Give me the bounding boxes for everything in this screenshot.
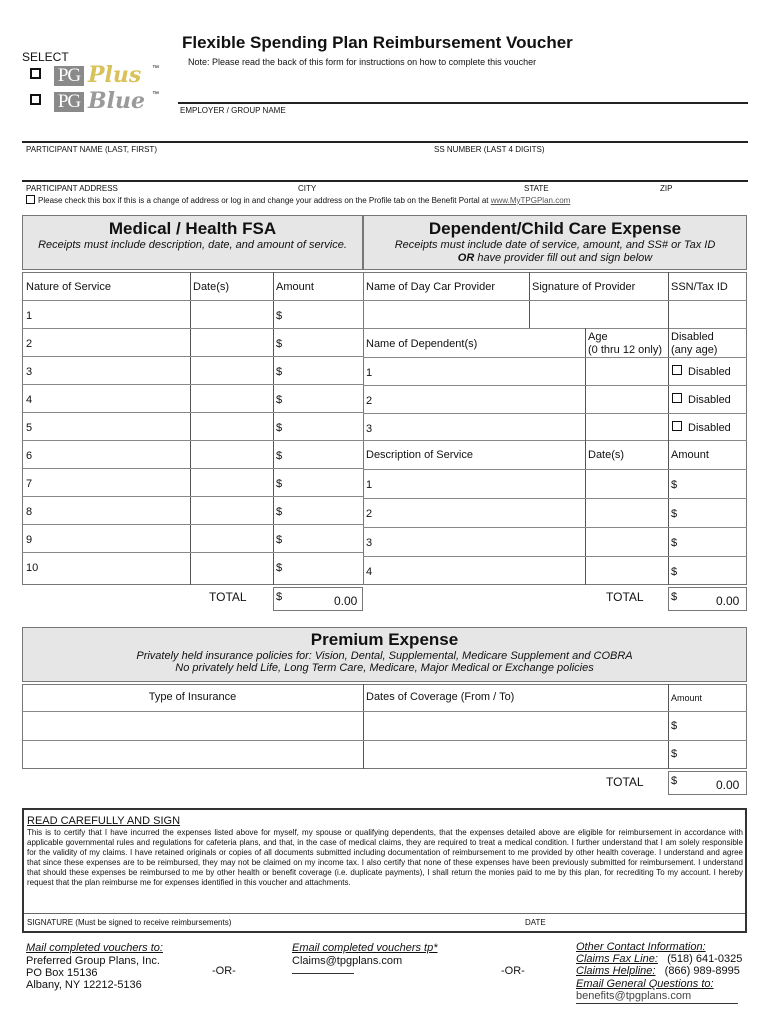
medical-total-value: 0.00 bbox=[334, 594, 358, 608]
participant-name-input[interactable] bbox=[26, 124, 406, 140]
premium-amount-input-2[interactable] bbox=[682, 745, 744, 765]
logo-pg-box-2: PG bbox=[54, 92, 84, 112]
medical-col-nature: Nature of Service bbox=[26, 281, 111, 293]
or-separator-1: -OR- bbox=[212, 965, 236, 977]
premium-dates-input-2[interactable] bbox=[366, 745, 664, 765]
medical-nature-input[interactable] bbox=[40, 332, 186, 352]
dep-col-disabled bbox=[671, 331, 717, 357]
dep-col-ssn: SSN/Tax ID bbox=[671, 281, 728, 293]
medical-row-line bbox=[22, 440, 364, 441]
dep-div-c bbox=[585, 328, 586, 440]
medical-total-label: TOTAL bbox=[209, 590, 247, 604]
premium-total-label: TOTAL bbox=[606, 775, 644, 789]
dep-col-age-2: (0 thru 12 only) bbox=[588, 344, 662, 356]
medical-row-number: 7 bbox=[26, 478, 33, 490]
medical-amount-input[interactable] bbox=[286, 416, 360, 436]
dependent-total-label: TOTAL bbox=[606, 590, 644, 604]
address-change-text: Please check this box if this is a change of address or log in and change your address on the Profile tab on the Benefit Portal at bbox=[38, 196, 489, 205]
medical-amount-input[interactable] bbox=[286, 528, 360, 548]
disabled-label: Disabled bbox=[688, 394, 731, 406]
provider-ssn-input[interactable] bbox=[671, 305, 745, 323]
service-amount-input[interactable] bbox=[682, 560, 744, 580]
dependent-age-input[interactable] bbox=[588, 361, 664, 381]
medical-row-line bbox=[22, 356, 364, 357]
medical-row-line bbox=[22, 524, 364, 525]
dep-col-age-1: Age bbox=[588, 331, 608, 343]
medical-subtitle: Receipts must include description, date, and amount of service. bbox=[38, 239, 347, 251]
service-date-input[interactable] bbox=[588, 473, 664, 493]
medical-row-line bbox=[22, 496, 364, 497]
dep-col-provider: Name of Day Car Provider bbox=[366, 281, 495, 293]
medical-row-line bbox=[22, 412, 364, 413]
zip-input[interactable] bbox=[660, 163, 740, 179]
service-amount-input[interactable] bbox=[682, 531, 744, 551]
disabled-checkbox[interactable] bbox=[672, 393, 682, 403]
svc-row-line bbox=[363, 527, 747, 528]
date-label: DATE bbox=[525, 918, 546, 927]
dep-row-line bbox=[363, 357, 747, 358]
disabled-label: Disabled bbox=[688, 422, 731, 434]
svc-row-line bbox=[363, 498, 747, 499]
plan-plus-checkbox[interactable] bbox=[30, 68, 41, 79]
medical-amount-input[interactable] bbox=[286, 444, 360, 464]
mail-heading: Mail completed vouchers to: bbox=[26, 942, 163, 954]
employer-input[interactable] bbox=[180, 84, 740, 100]
fax-row bbox=[576, 953, 742, 965]
medical-row-number: 3 bbox=[26, 366, 33, 378]
service-dollar-sign: $ bbox=[671, 479, 678, 491]
form-title: Flexible Spending Plan Reimbursement Voucher bbox=[182, 33, 573, 52]
medical-dollar-sign: $ bbox=[276, 562, 283, 574]
medical-date-input[interactable] bbox=[193, 388, 270, 408]
city-input[interactable] bbox=[298, 163, 508, 179]
premium-dollar-2: $ bbox=[671, 748, 678, 760]
medical-date-input[interactable] bbox=[193, 556, 270, 576]
medical-nature-input[interactable] bbox=[40, 472, 186, 492]
premium-line-1: Privately held insurance policies for: Vision, Dental, Supplemental, Medicare Supplement and COBRA bbox=[136, 650, 633, 662]
medical-row-number: 5 bbox=[26, 422, 33, 434]
medical-amount-input[interactable] bbox=[286, 388, 360, 408]
dep-div-d bbox=[668, 328, 669, 440]
medical-dollar-sign: $ bbox=[276, 422, 283, 434]
medical-row-number: 6 bbox=[26, 450, 33, 462]
helpline-label: Claims Helpline: bbox=[576, 965, 656, 977]
medical-row-number: 4 bbox=[26, 394, 33, 406]
medical-row-number: 9 bbox=[26, 534, 33, 546]
service-dollar-sign: $ bbox=[671, 566, 678, 578]
premium-col-amount: Amount bbox=[671, 693, 703, 703]
medical-amount-input[interactable] bbox=[286, 304, 360, 324]
dep-col-dependent: Name of Dependent(s) bbox=[366, 338, 478, 350]
medical-date-input[interactable] bbox=[193, 500, 270, 520]
medical-amount-input[interactable] bbox=[286, 332, 360, 352]
svc-row-number: 2 bbox=[366, 508, 373, 520]
medical-dollar-sign: $ bbox=[276, 478, 283, 490]
premium-type-input-2[interactable] bbox=[26, 745, 360, 765]
service-dollar-sign: $ bbox=[671, 508, 678, 520]
logo-tm-1: ™ bbox=[152, 65, 159, 72]
participant-name-line bbox=[22, 141, 748, 143]
medical-dollar-sign: $ bbox=[276, 338, 283, 350]
ss-number-input[interactable] bbox=[434, 124, 734, 140]
dependent-subtitle: Receipts must include date of service, amount, and SS# or Tax ID bbox=[394, 239, 716, 251]
premium-type-input-1[interactable] bbox=[26, 716, 360, 736]
dep-col-signature: Signature of Provider bbox=[532, 281, 636, 293]
medical-nature-input[interactable] bbox=[40, 304, 186, 324]
premium-line-a bbox=[22, 711, 747, 712]
medical-nature-input[interactable] bbox=[40, 528, 186, 548]
dep-row-line bbox=[363, 385, 747, 386]
general-underline bbox=[576, 1003, 738, 1004]
dep-row-number: 3 bbox=[366, 423, 373, 435]
medical-date-input[interactable] bbox=[193, 332, 270, 352]
plan-blue-checkbox[interactable] bbox=[30, 94, 41, 105]
logo-tm-2: ™ bbox=[152, 91, 159, 98]
medical-total-dollar: $ bbox=[276, 591, 283, 603]
medical-row-line bbox=[22, 468, 364, 469]
dep-col-svc-dates: Date(s) bbox=[588, 449, 625, 461]
medical-amount-input[interactable] bbox=[286, 556, 360, 576]
medical-amount-input[interactable] bbox=[286, 500, 360, 520]
premium-dollar-1: $ bbox=[671, 720, 678, 732]
service-amount-input[interactable] bbox=[682, 502, 744, 522]
medical-date-input[interactable] bbox=[193, 304, 270, 324]
dep-col-age bbox=[588, 331, 662, 357]
service-date-input[interactable] bbox=[588, 502, 664, 522]
dependent-title: Dependent/Child Care Expense bbox=[428, 219, 682, 238]
disabled-checkbox[interactable] bbox=[672, 421, 682, 431]
dep-col-disabled-2: (any age) bbox=[671, 344, 718, 356]
logo-pg-box: PG bbox=[54, 66, 84, 86]
svc-row-number: 3 bbox=[366, 537, 373, 549]
participant-name-label: PARTICIPANT NAME (LAST, FIRST) bbox=[26, 145, 157, 154]
helpline-value: (866) 989-8995 bbox=[664, 965, 740, 977]
svc-row-number: 1 bbox=[366, 479, 373, 491]
medical-dollar-sign: $ bbox=[276, 366, 283, 378]
dep-row-number: 2 bbox=[366, 395, 373, 407]
medical-row-line bbox=[22, 552, 364, 553]
dependent-name-input[interactable] bbox=[378, 417, 582, 437]
portal-link[interactable]: www.MyTPGPlan.com bbox=[490, 196, 571, 205]
fax-label: Claims Fax Line: bbox=[576, 953, 658, 965]
medical-nature-input[interactable] bbox=[40, 416, 186, 436]
sign-body: This is to certify that I have incurred the expenses listed above for myself, my spouse or qualifying dependents, that the expenses detailed above are eligible for reimbursement in accordance with applicable governmental rules and regulations for cafeteria plans, and that, in the case of medical claims, they are required to treat a medical condition. I further understand that I am solely responsible for the validity of my claims. I have retained originals or copies of all documents submitted including documentation of reimbursement to me provided by other health coverage. I understand and agree that since these expenses are to be reimbursed, they may not be claimed on my income tax. I also certify that none of these expenses have been previously submitted for reimbursement. I understand that should these expenses be reimbursed to me by other health or benefit coverage (i.e. duplicate payments), I shall return the monies paid to me by this plan, for recrediting To my account. I hereby request that the plan reimburse me for expenses identified in this voucher and attachments. bbox=[27, 828, 743, 887]
medical-date-input[interactable] bbox=[193, 528, 270, 548]
helpline-row bbox=[576, 965, 740, 977]
medical-nature-input[interactable] bbox=[40, 388, 186, 408]
dep-col-svc-amount: Amount bbox=[671, 449, 709, 461]
service-date-input[interactable] bbox=[588, 560, 664, 580]
sign-heading: READ CAREFULLY AND SIGN bbox=[27, 815, 181, 827]
medical-date-input[interactable] bbox=[193, 444, 270, 464]
medical-row-number: 8 bbox=[26, 506, 33, 518]
medical-row-number: 2 bbox=[26, 338, 33, 350]
medical-dollar-sign: $ bbox=[276, 310, 283, 322]
dependent-name-input[interactable] bbox=[378, 389, 582, 409]
contact-heading: Other Contact Information: bbox=[576, 941, 706, 953]
dep-row-number: 1 bbox=[366, 367, 373, 379]
medical-title: Medical / Health FSA bbox=[108, 219, 277, 238]
medical-row-number: 10 bbox=[26, 562, 39, 574]
select-label: SELECT bbox=[22, 50, 69, 64]
provider-signature-input[interactable] bbox=[532, 305, 664, 323]
medical-col-amount: Amount bbox=[276, 281, 314, 293]
medical-div-2 bbox=[273, 272, 274, 585]
service-dollar-sign: $ bbox=[671, 537, 678, 549]
dependent-name-input[interactable] bbox=[378, 361, 582, 381]
disabled-checkbox[interactable] bbox=[672, 365, 682, 375]
medical-date-input[interactable] bbox=[193, 472, 270, 492]
service-desc-input[interactable] bbox=[378, 560, 582, 580]
service-desc-input[interactable] bbox=[378, 473, 582, 493]
premium-dates-input-1[interactable] bbox=[366, 716, 664, 736]
form-note: Note: Please read the back of this form for instructions on how to complete this voucher bbox=[188, 57, 537, 67]
medical-amount-input[interactable] bbox=[286, 360, 360, 380]
state-label: STATE bbox=[524, 184, 549, 193]
medical-amount-input[interactable] bbox=[286, 472, 360, 492]
employer-label: EMPLOYER / GROUP NAME bbox=[180, 106, 286, 115]
dep-line-svc-2 bbox=[363, 469, 747, 470]
dependent-total-value: 0.00 bbox=[716, 594, 740, 608]
dep-line-1 bbox=[363, 300, 747, 301]
medical-div-1 bbox=[190, 272, 191, 585]
email-heading: Email completed vouchers tp* bbox=[292, 942, 438, 954]
dependent-subtitle-2 bbox=[363, 252, 747, 264]
premium-div-2 bbox=[668, 684, 669, 769]
address-line bbox=[22, 180, 748, 182]
city-label: CITY bbox=[298, 184, 317, 193]
medical-dollar-sign: $ bbox=[276, 534, 283, 546]
dep-row-line bbox=[363, 413, 747, 414]
svc-row-number: 4 bbox=[366, 566, 373, 578]
zip-label: ZIP bbox=[660, 184, 673, 193]
dep-col-desc: Description of Service bbox=[366, 449, 473, 461]
general-value[interactable]: benefits@tpgplans.com bbox=[576, 990, 692, 1002]
logo-blue-text: Blue bbox=[88, 88, 145, 114]
mail-line-3: Albany, NY 12212-5136 bbox=[26, 979, 142, 991]
dependent-age-input[interactable] bbox=[588, 389, 664, 409]
medical-row-line bbox=[22, 300, 364, 301]
svc-row-line bbox=[363, 556, 747, 557]
provider-name-input[interactable] bbox=[366, 305, 526, 323]
premium-col-dates: Dates of Coverage (From / To) bbox=[366, 691, 515, 703]
mail-line-1: Preferred Group Plans, Inc. bbox=[26, 955, 160, 967]
address-label: PARTICIPANT ADDRESS bbox=[26, 184, 118, 193]
medical-nature-input[interactable] bbox=[40, 556, 186, 576]
medical-date-input[interactable] bbox=[193, 416, 270, 436]
date-input[interactable] bbox=[560, 914, 740, 930]
dep-line-svc bbox=[363, 440, 747, 441]
premium-total-value: 0.00 bbox=[716, 778, 740, 792]
state-input[interactable] bbox=[524, 163, 644, 179]
logo-plus-text: Plus bbox=[88, 62, 142, 88]
general-label: Email General Questions to: bbox=[576, 978, 714, 990]
dep-col-disabled-1: Disabled bbox=[671, 331, 714, 343]
address-input[interactable] bbox=[26, 163, 286, 179]
medical-col-dates: Date(s) bbox=[193, 281, 230, 293]
premium-line-b bbox=[22, 740, 747, 741]
medical-nature-input[interactable] bbox=[40, 360, 186, 380]
medical-date-input[interactable] bbox=[193, 360, 270, 380]
address-change-note bbox=[38, 196, 570, 205]
service-desc-input[interactable] bbox=[378, 531, 582, 551]
premium-col-type: Type of Insurance bbox=[148, 691, 237, 703]
mail-line-2: PO Box 15136 bbox=[26, 967, 98, 979]
dependent-age-input[interactable] bbox=[588, 417, 664, 437]
premium-title: Premium Expense bbox=[310, 630, 459, 649]
premium-amount-input-1[interactable] bbox=[682, 716, 744, 736]
disabled-label: Disabled bbox=[688, 366, 731, 378]
medical-nature-input[interactable] bbox=[40, 444, 186, 464]
dependent-or: OR bbox=[457, 252, 475, 264]
medical-dollar-sign: $ bbox=[276, 450, 283, 462]
dep-line-2 bbox=[363, 328, 747, 329]
service-date-input[interactable] bbox=[588, 531, 664, 551]
fax-value: (518) 641-0325 bbox=[667, 953, 743, 965]
medical-dollar-sign: $ bbox=[276, 394, 283, 406]
signature-input[interactable] bbox=[270, 914, 510, 930]
medical-row-line bbox=[22, 328, 364, 329]
email-underline bbox=[292, 973, 354, 974]
premium-div-1 bbox=[363, 684, 364, 769]
address-change-checkbox[interactable] bbox=[26, 195, 35, 204]
dep-div-f bbox=[668, 440, 669, 585]
premium-total-dollar: $ bbox=[671, 775, 678, 787]
dependent-total-dollar: $ bbox=[671, 591, 678, 603]
or-separator-2: -OR- bbox=[501, 965, 525, 977]
ss-number-label: SS NUMBER (LAST 4 DIGITS) bbox=[434, 145, 545, 154]
dependent-subtitle-rest: have provider fill out and sign below bbox=[474, 252, 653, 264]
service-amount-input[interactable] bbox=[682, 473, 744, 493]
medical-nature-input[interactable] bbox=[40, 500, 186, 520]
email-value[interactable]: Claims@tpgplans.com bbox=[292, 955, 403, 967]
service-desc-input[interactable] bbox=[378, 502, 582, 522]
medical-dollar-sign: $ bbox=[276, 506, 283, 518]
medical-row-line bbox=[22, 384, 364, 385]
medical-row-number: 1 bbox=[26, 310, 33, 322]
premium-line-2: No privately held Life, Long Term Care, Medicare, Major Medical or Exchange policies bbox=[175, 662, 594, 674]
dep-div-e bbox=[585, 440, 586, 585]
signature-label: SIGNATURE (Must be signed to receive reimbursements) bbox=[27, 918, 232, 927]
employer-line bbox=[178, 102, 748, 104]
